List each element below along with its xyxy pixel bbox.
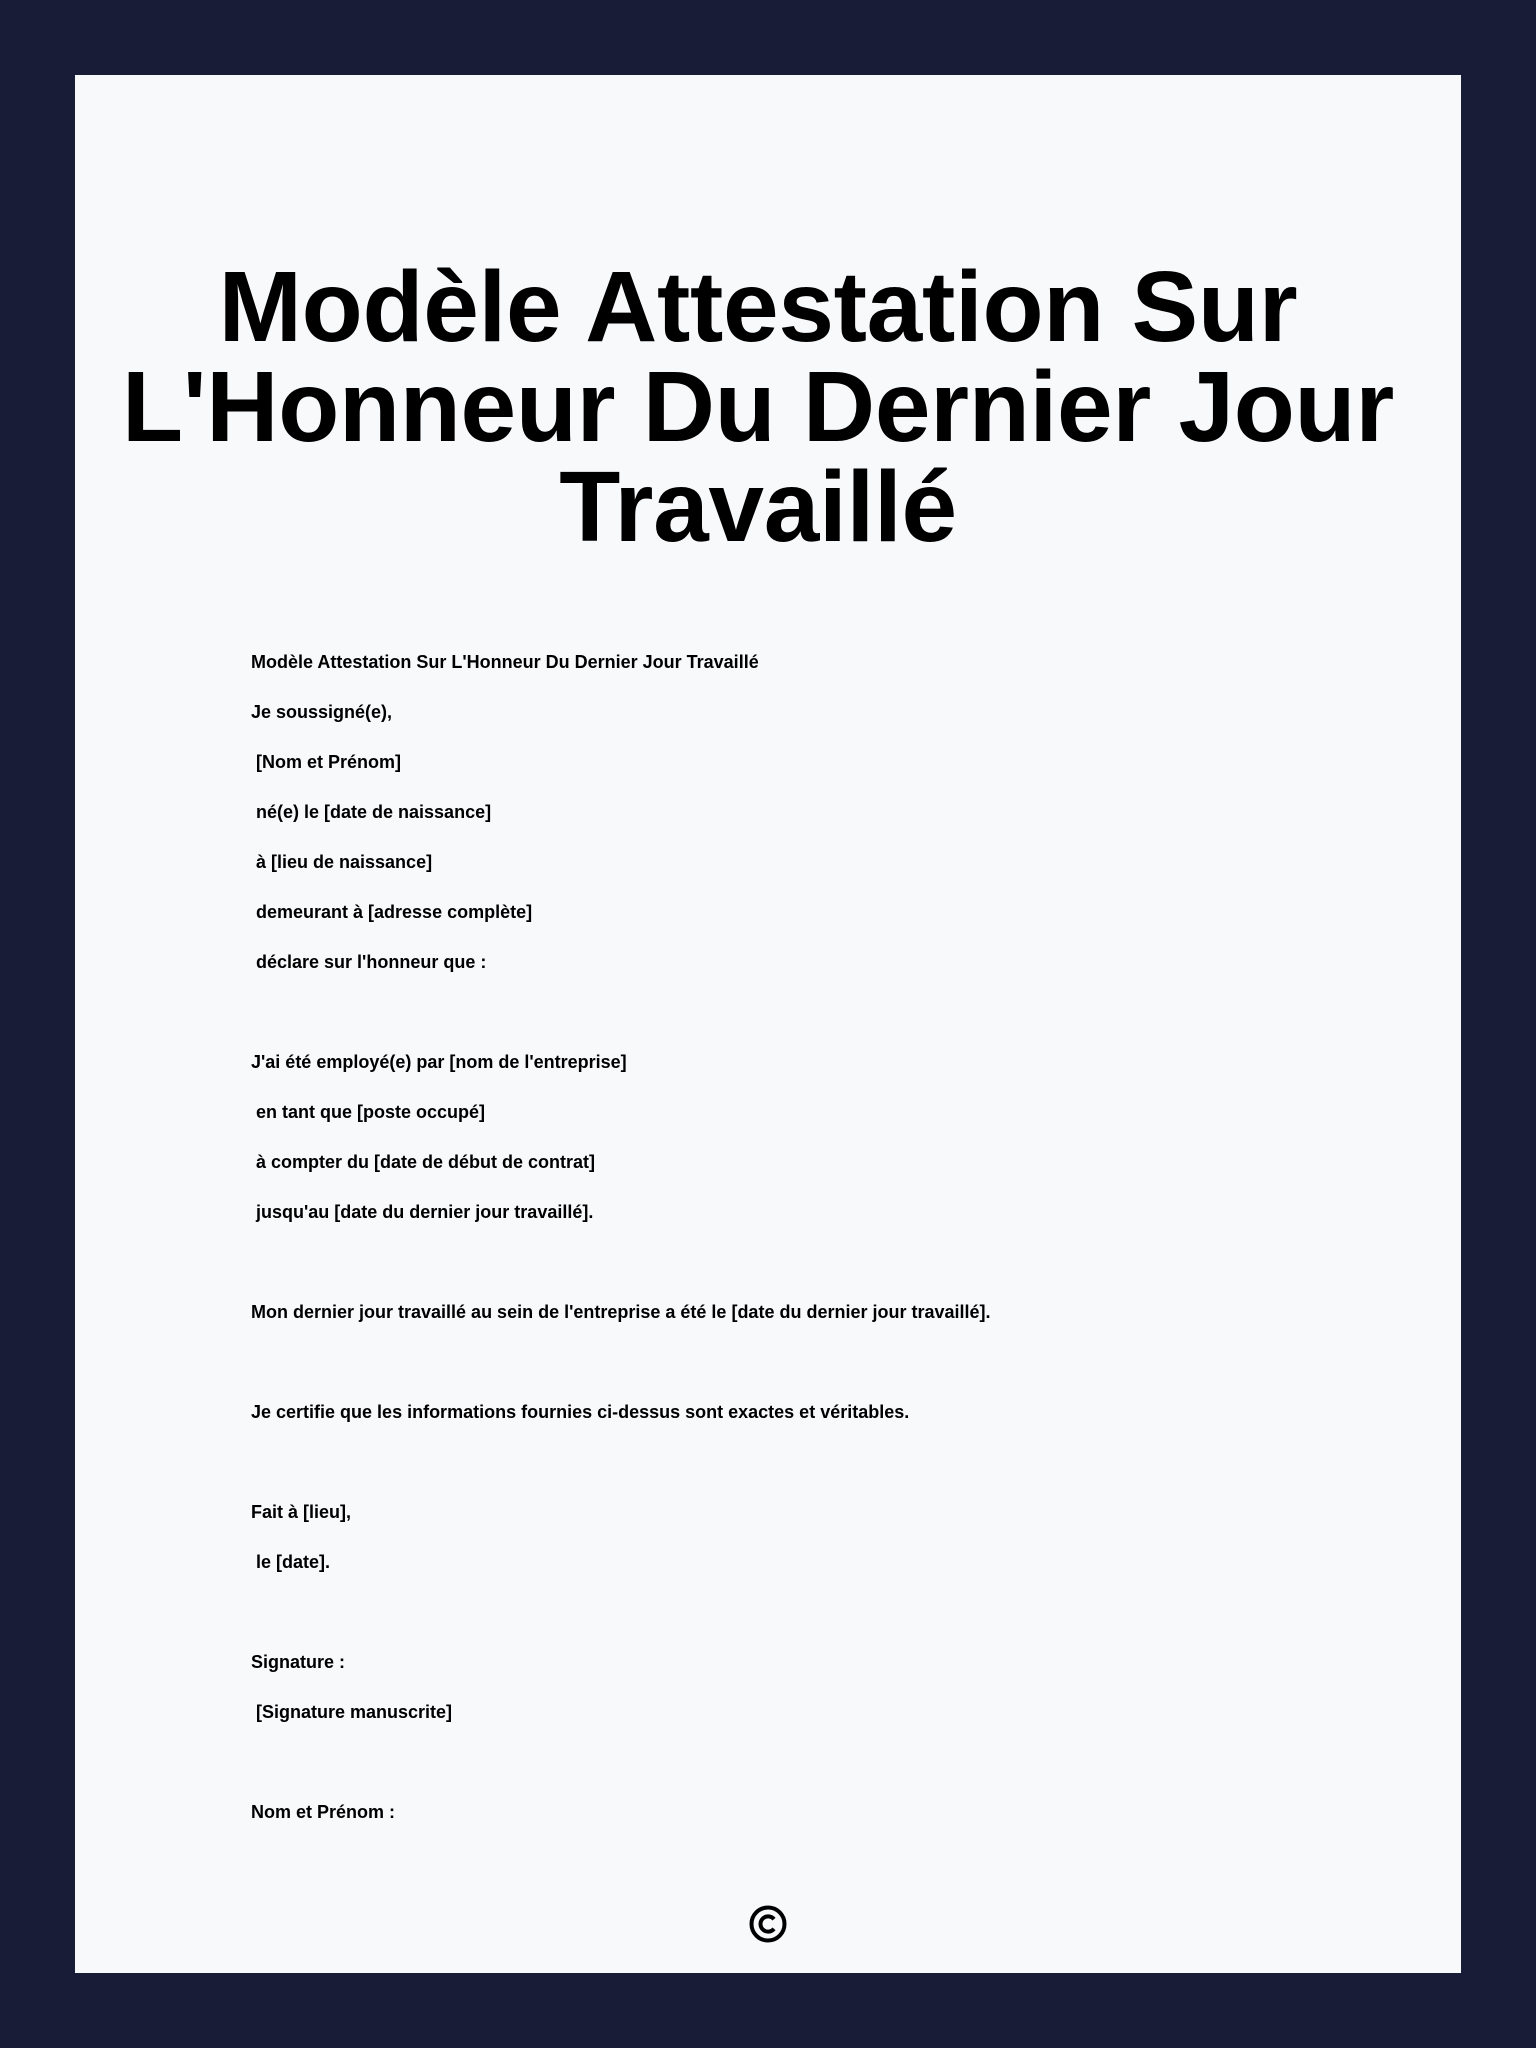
doc-line-place: Fait à [lieu], [251,1502,352,1522]
doc-line-declarant: Je soussigné(e), [251,702,393,722]
doc-blank-line [251,1437,1351,1487]
doc-line-birthdate: né(e) le [date de naissance] [251,802,492,822]
doc-line-employer: J'ai été employé(e) par [nom de l'entreprise] [251,1052,627,1072]
doc-blank-line [251,987,1351,1037]
doc-line-end-date: jusqu'au [date du dernier jour travaillé]. [251,1202,594,1222]
doc-line-name-placeholder: [Nom et Prénom] [251,752,402,772]
doc-heading-line: Modèle Attestation Sur L'Honneur Du Dernier Jour Travaillé [251,652,759,672]
doc-line-address: demeurant à [adresse complète] [251,902,533,922]
doc-blank-line [251,1237,1351,1287]
doc-line-declaration: déclare sur l'honneur que : [251,952,487,972]
document-page [75,75,1461,1973]
doc-blank-line [251,1587,1351,1637]
doc-line-name-label: Nom et Prénom : [251,1802,396,1822]
footer-copyright [75,1905,1461,1949]
doc-line-date: le [date]. [251,1552,331,1572]
doc-line-signature-placeholder: [Signature manuscrite] [251,1702,453,1722]
doc-blank-line [251,1337,1351,1387]
page-title: Modèle Attestation Sur L'Honneur Du Dernier Jour Travaillé [122,251,1394,563]
doc-line-position: en tant que [poste occupé] [251,1102,486,1122]
document-body [251,637,1351,1837]
doc-line-last-day: Mon dernier jour travaillé au sein de l'entreprise a été le [date du dernier jour travaillé]. [251,1302,991,1322]
doc-line-birthplace: à [lieu de naissance] [251,852,433,872]
doc-line-certification: Je certifie que les informations fournies ci-dessus sont exactes et véritables. [251,1402,910,1422]
copyright-icon [749,1905,787,1943]
doc-blank-line [251,1737,1351,1787]
doc-line-start-date: à compter du [date de début de contrat] [251,1152,596,1172]
doc-line-signature-label: Signature : [251,1652,346,1672]
